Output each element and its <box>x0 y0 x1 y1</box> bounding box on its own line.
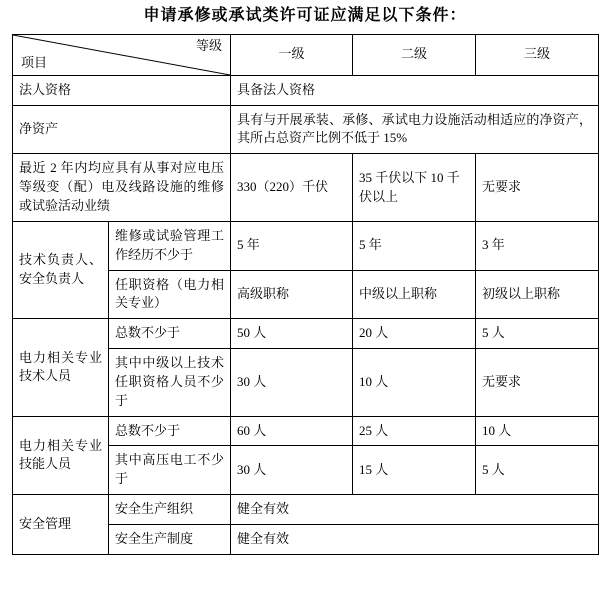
row-label-technical-staff: 电力相关专业技术人员 <box>13 319 109 416</box>
corner-level-label: 等级 <box>195 37 222 53</box>
row-label-safety-management: 安全管理 <box>13 495 109 555</box>
table-row <box>13 319 599 349</box>
table-row <box>13 416 599 446</box>
table-header-row <box>13 34 599 75</box>
page-title: 申请承修或承试类许可证应满足以下条件： <box>143 7 467 24</box>
row-value-high-voltage-level-1: 30 人 <box>231 446 353 495</box>
row-value-technical-midlevel-level-3: 无要求 <box>476 349 599 417</box>
row-value-net-assets: 具有与开展承装、承修、承试电力设施活动相适应的净资产，其所占总资产比例不低于 15% <box>231 105 599 154</box>
row-label-legal-person: 法人资格 <box>13 75 231 105</box>
row-value-qualification-level-1: 高级职称 <box>231 270 353 319</box>
row-value-high-voltage-level-2: 15 人 <box>353 446 476 495</box>
row-sublabel-skilled-total: 总数不少于 <box>109 416 231 446</box>
row-sublabel-technical-total: 总数不少于 <box>109 319 231 349</box>
row-value-skilled-total-level-2: 25 人 <box>353 416 476 446</box>
requirements-table <box>12 34 599 555</box>
row-value-high-voltage-level-3: 5 人 <box>476 446 599 495</box>
row-value-skilled-total-level-1: 60 人 <box>231 416 353 446</box>
row-value-work-experience-level-2: 5 年 <box>353 221 476 270</box>
row-sublabel-qualification: 任职资格（电力相关专业） <box>109 270 231 319</box>
table-row <box>13 221 599 270</box>
row-value-qualification-level-2: 中级以上职称 <box>353 270 476 319</box>
row-value-work-experience-level-1: 5 年 <box>231 221 353 270</box>
row-value-legal-person: 具备法人资格 <box>231 75 599 105</box>
table-row <box>13 154 599 222</box>
table-row <box>13 105 599 154</box>
row-value-technical-midlevel-level-1: 30 人 <box>231 349 353 417</box>
row-label-skilled-staff: 电力相关专业技能人员 <box>13 416 109 495</box>
row-value-performance-level-1: 330（220）千伏 <box>231 154 353 222</box>
row-sublabel-technical-midlevel: 其中中级以上技术任职资格人员不少于 <box>109 349 231 417</box>
row-value-technical-total-level-2: 20 人 <box>353 319 476 349</box>
column-header-level-3: 三级 <box>476 34 599 75</box>
row-value-skilled-total-level-3: 10 人 <box>476 416 599 446</box>
row-value-safety-system: 健全有效 <box>231 524 599 554</box>
table-row <box>13 495 599 525</box>
row-value-technical-total-level-3: 5 人 <box>476 319 599 349</box>
row-sublabel-work-experience: 维修或试验管理工作经历不少于 <box>109 221 231 270</box>
row-label-net-assets: 净资产 <box>13 105 231 154</box>
row-value-qualification-level-3: 初级以上职称 <box>476 270 599 319</box>
row-label-performance: 最近 2 年内均应具有从事对应电压等级变（配）电及线路设施的维修或试验活动业绩 <box>13 154 231 222</box>
row-value-technical-midlevel-level-2: 10 人 <box>353 349 476 417</box>
table-row <box>13 75 599 105</box>
row-value-work-experience-level-3: 3 年 <box>476 221 599 270</box>
row-sublabel-safety-system: 安全生产制度 <box>109 524 231 554</box>
row-value-safety-organization: 健全有效 <box>231 495 599 525</box>
row-label-responsible-persons: 技术负责人、安全负责人 <box>13 221 109 318</box>
row-value-performance-level-2: 35 千伏以下 10 千伏以上 <box>353 154 476 222</box>
row-sublabel-high-voltage-electrician: 其中高压电工不少于 <box>109 446 231 495</box>
corner-header-cell <box>13 34 231 75</box>
row-value-technical-total-level-1: 50 人 <box>231 319 353 349</box>
column-header-level-1: 一级 <box>231 34 353 75</box>
column-header-level-2: 二级 <box>353 34 476 75</box>
row-value-performance-level-3: 无要求 <box>476 154 599 222</box>
row-sublabel-safety-organization: 安全生产组织 <box>109 495 231 525</box>
corner-item-label: 项目 <box>21 54 48 70</box>
